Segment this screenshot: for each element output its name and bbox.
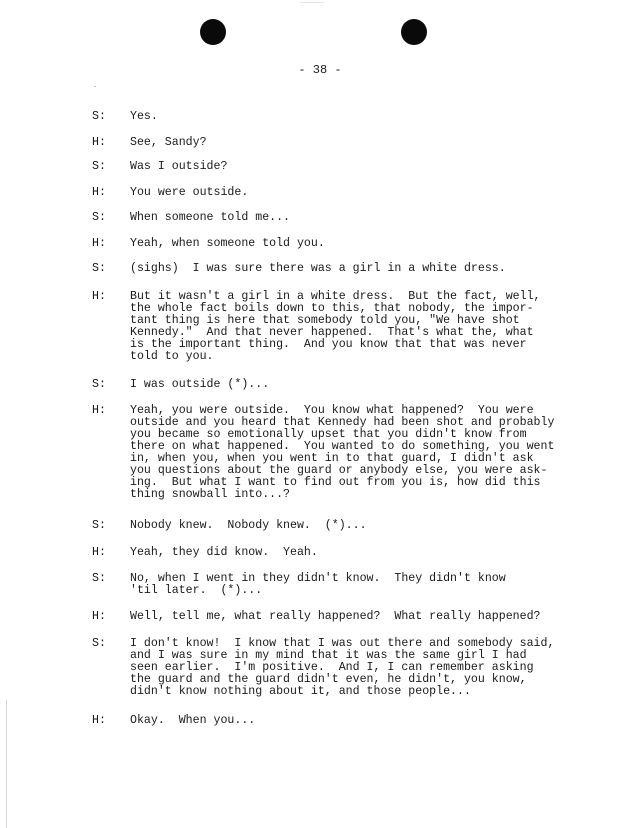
- line-text: you became so emotionally upset that you didn't know from: [130, 428, 527, 441]
- line-text: See, Sandy?: [130, 136, 207, 149]
- speaker-label: H:: [92, 290, 106, 303]
- line-text: outside and you heard that Kennedy had been shot and probably: [130, 416, 555, 429]
- line-text: When someone told me...: [130, 211, 291, 224]
- speaker-label: S:: [92, 378, 106, 391]
- line-text: Nobody knew. Nobody knew. (*)...: [130, 519, 367, 532]
- line-text: Okay. When you...: [130, 714, 256, 727]
- speaker-label: H:: [92, 714, 106, 727]
- speaker-label: H:: [92, 237, 106, 250]
- line-text: I don't know! I know that I was out there and somebody said,: [130, 637, 555, 650]
- line-text: (sighs) I was sure there was a girl in a white dress.: [130, 262, 506, 275]
- line-text: the whole fact boils down to this, that nobody, the impor-: [130, 302, 534, 315]
- line-text: Yeah, they did know. Yeah.: [130, 546, 318, 559]
- scan-speck: [94, 86, 96, 87]
- line-text: told to you.: [130, 350, 214, 363]
- speaker-label: S:: [92, 160, 106, 173]
- line-text: ing. But what I want to find out from you is, how did this: [130, 476, 541, 489]
- speaker-label: H:: [92, 186, 106, 199]
- binder-hole-left: [200, 19, 226, 45]
- speaker-label: S:: [92, 572, 106, 585]
- page-number: - 38 -: [298, 63, 342, 77]
- line-text: No, when I went in they didn't know. They didn't know: [130, 572, 506, 585]
- line-text: the guard and the guard didn't even, he didn't, you know,: [130, 673, 527, 686]
- line-text: there on what happened. You wanted to do something, you went: [130, 440, 555, 453]
- margin-rule: [6, 700, 7, 828]
- speaker-label: S:: [92, 110, 106, 123]
- speaker-label: H:: [92, 404, 106, 417]
- speaker-label: S:: [92, 519, 106, 532]
- speaker-label: H:: [92, 546, 106, 559]
- line-text: You were outside.: [130, 186, 249, 199]
- binder-hole-right: [401, 19, 427, 45]
- line-text: you questions about the guard or anybody else, you were ask-: [130, 464, 548, 477]
- line-text: Well, tell me, what really happened? What really happened?: [130, 610, 541, 623]
- line-text: is the important thing. And you know that that was never: [130, 338, 527, 351]
- line-text: Yeah, when someone told you.: [130, 237, 325, 250]
- line-text: tant thing is here that somebody told you, "We have shot: [130, 314, 520, 327]
- speaker-label: S:: [92, 262, 106, 275]
- line-text: seen earlier. I'm positive. And I, I can remember asking: [130, 661, 534, 674]
- line-text: and I was sure in my mind that it was the same girl I had: [130, 649, 527, 662]
- line-text: thing snowball into...?: [130, 488, 291, 501]
- line-text: Yeah, you were outside. You know what happened? You were: [130, 404, 534, 417]
- line-text: Yes.: [130, 110, 158, 123]
- line-text: I was outside (*)...: [130, 378, 270, 391]
- line-text: But it wasn't a girl in a white dress. But the fact, well,: [130, 290, 541, 303]
- line-text: 'til later. (*)...: [130, 584, 263, 597]
- line-text: Was I outside?: [130, 160, 228, 173]
- speaker-label: H:: [92, 136, 106, 149]
- line-text: in, when you, when you went in to that guard, I didn't ask: [130, 452, 534, 465]
- scan-speck: [300, 2, 324, 3]
- speaker-label: H:: [92, 610, 106, 623]
- speaker-label: S:: [92, 211, 106, 224]
- speaker-label: S:: [92, 637, 106, 650]
- line-text: Kennedy." And that never happened. That's what the, what: [130, 326, 534, 339]
- line-text: didn't know nothing about it, and those people...: [130, 685, 471, 698]
